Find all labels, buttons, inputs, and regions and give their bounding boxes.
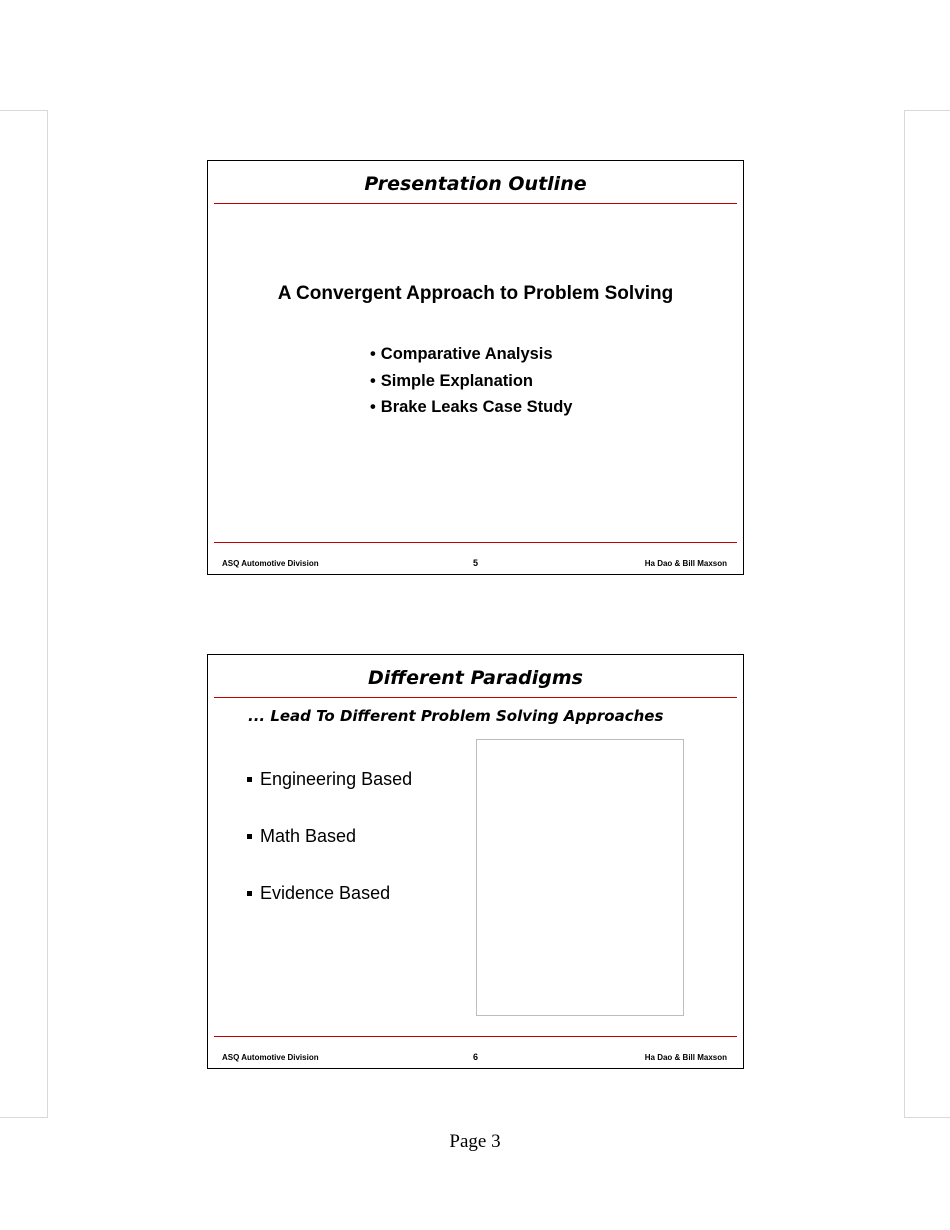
- slide-heading: A Convergent Approach to Problem Solving: [277, 283, 674, 304]
- outline-list: [370, 341, 572, 421]
- bullet-dot-icon: •: [370, 345, 376, 363]
- square-bullet-icon: [247, 891, 252, 896]
- title-divider: [214, 203, 737, 204]
- list-item-label: Comparative Analysis: [380, 345, 553, 363]
- list-item: [247, 826, 412, 846]
- slide-subtitle: ... Lead To Different Problem Solving Approaches: [248, 707, 664, 725]
- page-number: Page 3: [449, 1131, 501, 1152]
- slide-number: 5: [472, 558, 478, 568]
- title-divider: [214, 697, 737, 698]
- slide-different-paradigms: [207, 654, 744, 1069]
- image-placeholder: [476, 739, 684, 1016]
- footer-organization: ASQ Automotive Division: [222, 559, 319, 568]
- footer-divider: [214, 542, 737, 543]
- bullet-dot-icon: •: [370, 371, 376, 390]
- footer-divider: [214, 1036, 737, 1037]
- list-item: [370, 368, 572, 395]
- right-page-edge: [904, 110, 950, 1118]
- footer-organization: ASQ Automotive Division: [222, 1053, 319, 1062]
- list-item: [247, 883, 412, 903]
- footer-authors: Ha Dao & Bill Maxson: [644, 559, 727, 568]
- slide-presentation-outline: [207, 160, 744, 575]
- list-item-label: Simple Explanation: [380, 371, 533, 390]
- bullet-dot-icon: •: [370, 398, 376, 416]
- list-item-label: Math Based: [260, 826, 357, 846]
- list-item: [370, 341, 572, 368]
- left-page-edge: [0, 110, 48, 1118]
- list-item: [370, 394, 572, 421]
- list-item: [247, 769, 412, 789]
- list-item-label: Brake Leaks Case Study: [380, 398, 573, 416]
- square-bullet-icon: [247, 777, 252, 782]
- footer-authors: Ha Dao & Bill Maxson: [644, 1053, 727, 1062]
- square-bullet-icon: [247, 834, 252, 839]
- slide-title: Different Paradigms: [367, 667, 583, 689]
- slide-title: Presentation Outline: [364, 173, 587, 195]
- list-item-label: Engineering Based: [260, 769, 413, 789]
- slide-number: 6: [472, 1052, 478, 1062]
- paradigm-list: [247, 769, 412, 940]
- list-item-label: Evidence Based: [260, 883, 391, 903]
